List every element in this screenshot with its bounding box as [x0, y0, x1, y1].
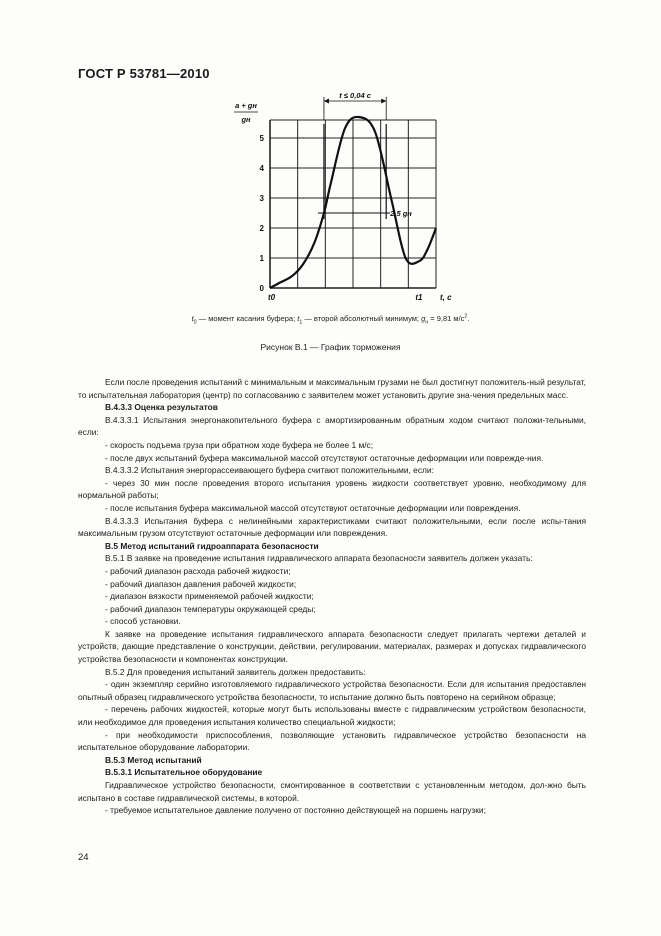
- section-heading: В.5.3.1 Испытательное оборудование: [105, 767, 263, 778]
- section-heading: В.5.3 Метод испытаний: [105, 754, 202, 765]
- y-tick-label: 1: [259, 254, 264, 263]
- list-item: - способ установки.: [105, 616, 181, 627]
- arrowhead-left: [324, 99, 329, 104]
- y-tick-label: 5: [259, 134, 264, 143]
- x-axis-label: t, c: [440, 293, 452, 302]
- y-tick-label: 3: [259, 194, 264, 203]
- paragraph: Если после проведения испытаний с минимальным и максимальным грузами не был достигнут положитель-ный результат, то испытательная лаборатория (центр) по согласованию с заявителем может установить другие зна-чения предельных масс.: [78, 377, 586, 400]
- list-item: - скорость подъема груза при обратном ходе буфера не более 1 м/с;: [105, 439, 374, 450]
- list-item: - рабочий диапазон температуры окружающей среды;: [105, 603, 316, 614]
- list-item: - перечень рабочих жидкостей, которые могут быть использованы вместе с гидравлическим устройством безопасности, или необходимое для проведения испытания количество специальной жидкости;: [78, 704, 586, 728]
- list-item: - один экземпляр серийно изготовляемого гидравлического устройства безопасности. Если для испытания предоставлен опытный образец гидравлического устройства безопасности, то испытание должно быть повторено на серийном образце;: [78, 679, 586, 702]
- paragraph: В.4.3.3.3 Испытания буфера с нелинейными характеристиками считают положительными, если после испы-тания максимальным грузом отсутствуют остаточные деформации или повреждения.: [78, 515, 586, 539]
- paragraph: Гидравлическое устройство безопасности, смонтированное в соответствии с установленным методом, дол-жно быть испытано в составе гидравлической системы, в которой.: [78, 780, 586, 803]
- section-heading: В.5 Метод испытаний гидроаппарата безопасности: [105, 540, 319, 551]
- section-heading: В.4.3.3 Оценка результатов: [105, 402, 218, 413]
- x-tick-label-t1: t1: [415, 293, 423, 302]
- y-tick-label: 4: [259, 164, 264, 173]
- document-title: ГОСТ Р 53781—2010: [78, 66, 210, 81]
- paragraph: К заявке на проведение испытания гидравлического аппарата безопасности следует прилагать чертежи деталей и устройств, дающие представление о конструкции, действии, регулировании, материалах, размерах и допусках гидравлического устройства безопасности и компонентах конструкции.: [78, 628, 586, 665]
- list-item: - рабочий диапазон расхода рабочей жидкости;: [105, 565, 291, 576]
- list-item: - диапазон вязкости применяемой рабочей жидкости;: [105, 591, 314, 602]
- list-item: - рабочий диапазон давления рабочей жидкости;: [105, 578, 297, 589]
- list-item: - при необходимости приспособления, позволяющие установить гидравлическое устройство безопасности на испытательное оборудование лаборатории.: [78, 729, 586, 753]
- paragraph: В.5.1 В заявке на проведение испытания гидравлического аппарата безопасности заявитель должен указать:: [105, 553, 533, 564]
- list-item: - через 30 мин после проведения второго испытания уровень жидкости соответствует уровню, необходимому для нормальной работы;: [78, 477, 586, 501]
- list-item: - после испытания буфера максимальной массой отсутствуют остаточные деформации или повреждения.: [105, 502, 521, 513]
- y-tick-label: 0: [259, 284, 264, 293]
- paragraph: В.4.3.3.1 Испытания энергонакопительного буфера с амортизированным обратным ходом считают положи-тельными, если:: [78, 414, 586, 438]
- paragraph: В.4.3.3.2 Испытания энергорассеивающего буфера считают положительными, если:: [105, 465, 434, 476]
- figure-caption: Рисунок В.1 — График торможения: [260, 342, 401, 352]
- x-tick-label-t0: t0: [268, 293, 276, 302]
- y-axis-label-top: a + gн: [235, 101, 257, 110]
- page-number: 24: [78, 852, 89, 863]
- y-tick-label: 2: [259, 224, 264, 233]
- paragraph: В.5.2 Для проведения испытаний заявитель должен предоставить:: [105, 666, 366, 677]
- threshold-label: 2,5 gн: [390, 209, 412, 218]
- interval-label: t ≤ 0,04 c: [339, 92, 371, 100]
- body-text: [78, 376, 586, 817]
- braking-chart: [230, 92, 470, 308]
- arrowhead-right: [381, 99, 386, 104]
- y-axis-label-bottom: gн: [241, 115, 251, 124]
- list-item: - после двух испытаний буфера максимальной массой отсутствуют остаточные деформации или поврежде-ния.: [105, 452, 544, 463]
- list-item: - требуемое испытательное давление получено от постоянно действующей на поршень нагрузки;: [105, 805, 486, 816]
- figure-legend: $t_0$ — момент касания буфера; $t_1$ — второй абсолютный минимум; $g_н = 9,81$ $м/с^2$.: [191, 313, 470, 326]
